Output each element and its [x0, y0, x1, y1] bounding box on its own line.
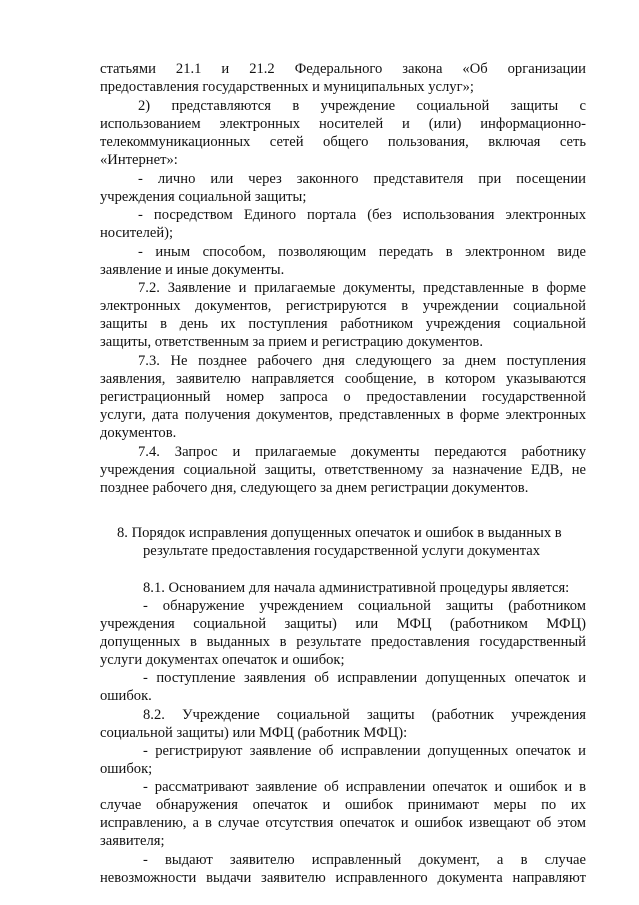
text-line: исправлению, а в случае отсутствия опечаток и ошибок извещают об этом	[100, 815, 586, 831]
text-line: - регистрируют заявление об исправлении допущенных опечаток и	[143, 743, 586, 759]
text-line: защиты в день их поступления работником учреждения социальной	[100, 316, 586, 332]
text-line: - посредством Единого портала (без использования электронных	[138, 207, 586, 223]
text-line: ошибок;	[100, 761, 153, 777]
text-line: заявления, заявителю направляется сообщение, в котором указываются	[100, 371, 586, 387]
text-line: учреждения социальной защиты) или МФЦ (работником МФЦ)	[100, 616, 586, 632]
text-line: регистрационный номер запроса о предоставлении государственной	[100, 389, 586, 405]
section-heading: результате предоставления государственной услуги документах	[143, 543, 541, 559]
text-line: случае обнаружения опечаток и ошибок принимают меры по их	[100, 797, 586, 813]
text-line: позднее рабочего дня, следующего за днем регистрации документов.	[100, 480, 529, 496]
text-line: услуги, дата получения документов, представленных в форме электронных	[100, 407, 586, 423]
text-line: «Интернет»:	[100, 152, 178, 168]
text-line: учреждения социальной защиты, ответственному за назначение ЕДВ, не	[100, 462, 586, 478]
section-heading: 8. Порядок исправления допущенных опечаток и ошибок в выданных в	[117, 525, 562, 541]
text-line: использованием электронных носителей и (или) информационно-	[100, 116, 586, 132]
text-line: телекоммуникационных сетей общего пользования, включая сеть	[100, 134, 586, 150]
text-line: - выдают заявителю исправленный документ, а в случае	[143, 852, 586, 868]
text-line: заявителя;	[100, 833, 165, 849]
text-line: 7.3. Не позднее рабочего дня следующего за днем поступления	[138, 353, 586, 369]
text-line: учреждения социальной защиты;	[100, 189, 307, 205]
text-line: - поступление заявления об исправлении допущенных опечаток и	[143, 670, 586, 686]
text-line: - иным способом, позволяющим передать в электронном виде	[138, 244, 586, 260]
text-line: статьями 21.1 и 21.2 Федерального закона «Об организации	[100, 61, 586, 77]
text-line: носителей);	[100, 225, 174, 241]
text-line: 8.2. Учреждение социальной защиты (работник учреждения	[143, 707, 586, 723]
text-line: услуги документах опечаток и ошибок;	[100, 652, 345, 668]
text-line: заявление и иные документы.	[100, 262, 285, 278]
text-line: предоставления государственных и муниципальных услуг»;	[100, 79, 474, 95]
text-line: невозможности выдачи заявителю исправленного документа направляют	[100, 870, 586, 886]
text-line: социальной защиты) или МФЦ (работник МФЦ):	[100, 725, 408, 741]
text-line: - рассматривают заявление об исправлении опечаток и ошибок и в	[143, 779, 586, 795]
text-line: 7.4. Запрос и прилагаемые документы передаются работнику	[138, 444, 586, 460]
text-line: 7.2. Заявление и прилагаемые документы, представленные в форме	[138, 280, 586, 296]
text-line: защиты, ответственным за прием и регистрацию документов.	[100, 334, 483, 350]
text-line: - лично или через законного представителя при посещении	[138, 171, 586, 187]
text-line: - обнаружение учреждением социальной защиты (работником	[143, 598, 586, 614]
text-line: 2) представляются в учреждение социальной защиты с	[138, 98, 586, 114]
text-line: ошибок.	[100, 688, 152, 704]
text-line: электронных документов, регистрируются в учреждении социальной	[100, 298, 586, 314]
text-line: 8.1. Основанием для начала административной процедуры является:	[143, 580, 570, 596]
text-line: допущенных в выданных в результате предоставления государственный	[100, 634, 586, 650]
text-line: документов.	[100, 425, 177, 441]
